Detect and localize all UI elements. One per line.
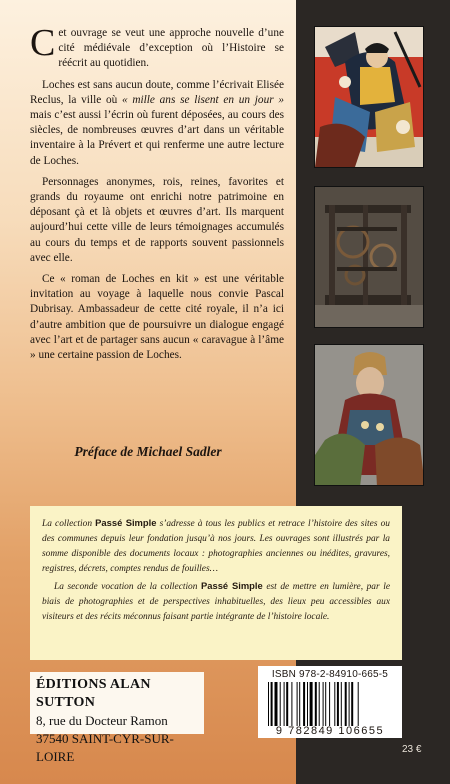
barcode-bar [358,682,359,726]
intro-text-1: et ouvrage se veut une approche nouvelle d’une cité médiévale d’exception où l’Histoire se réécrit au quotidien. [58,27,284,70]
collection-brand-2: Passé Simple [201,580,263,591]
barcode-bar [310,682,313,726]
preface-credit: Préface de Michael Sadler [74,444,222,459]
clock-mechanism-photo [314,186,424,328]
barcode-bar [299,682,300,726]
isbn-block [258,666,402,738]
samurai-painting-photo [314,26,424,168]
barcode [266,682,394,726]
barcode-bar [351,682,353,726]
barcode-bar [297,682,298,726]
intro-text-2b: mais c’est aussi l’écrin où furent déposées, au cours des siècles, de nombreuses œuvres d’art dans un véritable inventaire à la Prévert et qui renferme une autre lecture de Loches. [30,109,284,167]
intro-paragraph-2 [30,78,284,169]
intro-text [30,22,284,369]
statue-photo [314,344,424,486]
collection-text-2b: est de mettre en lumière, par le biais de photographies et de perspectives inhabituelles, des lieux peu accessibles aux visiteurs et des récits méconnus faisant partie intégrante de l’histoire locale. [42,582,391,622]
reclus-quote: « mille ans se lisent en un jour » [121,93,284,106]
barcode-bar [319,682,320,726]
publisher-name: ÉDITIONS ALAN SUTTON [36,677,151,710]
publisher-info [30,672,204,764]
barcode-bar [345,682,347,726]
intro-paragraph-1 [30,22,284,72]
barcode-bar [315,682,317,726]
intro-text-2a: Loches est sans aucun doute, comme l’écrivait Elisée Reclus, la ville où [30,78,284,106]
publisher-city: 37540 SAINT-CYR-SUR-LOIRE [36,731,174,764]
collection-description [30,506,402,660]
publisher-street: 8, rue du Docteur Ramon [36,713,168,728]
intro-paragraph-3: Personnages anonymes, rois, reines, favorites et grands du royaume ont enrichi notre patrimoine en déposant çà et là objets et œuvres d’art. Ils marquent aujourd’hui cette ville de leurs témoignages accumulés au cours du temps et de rapports souvent passionnels avec elle. [30,175,284,264]
collection-paragraph-1 [42,515,390,577]
barcode-digits: 9 782849 106655 [275,725,385,737]
barcode-bar [341,682,342,726]
barcode-bar [337,682,339,726]
barcode-bar [271,682,273,726]
collection-text-1a: La collection [42,519,96,529]
collection-paragraph-2 [42,578,390,625]
barcode-bar [323,682,324,726]
drop-cap: C [30,22,56,64]
barcode-bar [280,682,281,726]
barcode-bar [334,682,335,726]
barcode-bar [275,682,278,726]
barcode-bar [291,682,292,726]
price-label: 23 € [402,744,422,755]
isbn-label: ISBN 978-2-84910-665-5 [271,669,389,680]
barcode-bar [307,682,308,726]
barcode-bar [329,682,330,726]
barcode-bar [303,682,305,726]
collection-text-2a: La seconde vocation de la collection [54,582,202,592]
barcode-bar [349,682,350,726]
barcode-bar [268,682,269,726]
barcode-bar [325,682,326,726]
intro-paragraph-4: Ce « roman de Loches en kit » est une véritable invitation au voyage à laquelle nous convie Pascal Dubrisay. Ambassadeur de cette cité royale, il n’a ici d’autre ambition que de poursuivre un dialogue engagé avec l’art et de partager sans aucun « caravague à l’âme » une certaine passion de Loches. [30,273,284,362]
barcode-bar [284,682,285,726]
collection-text-1b: s’adresse à tous les publics et retrace l’histoire des sites ou des communes depuis leur fondation jusqu’à nos jours. Les ouvrages sont illustrés par la somme disponible des documents locaux : photographies anciennes ou inédites, gravures, registres, décrets, comptes rendus de fouilles… [42,519,390,574]
collection-brand: Passé Simple [95,517,157,528]
barcode-bar [286,682,288,726]
